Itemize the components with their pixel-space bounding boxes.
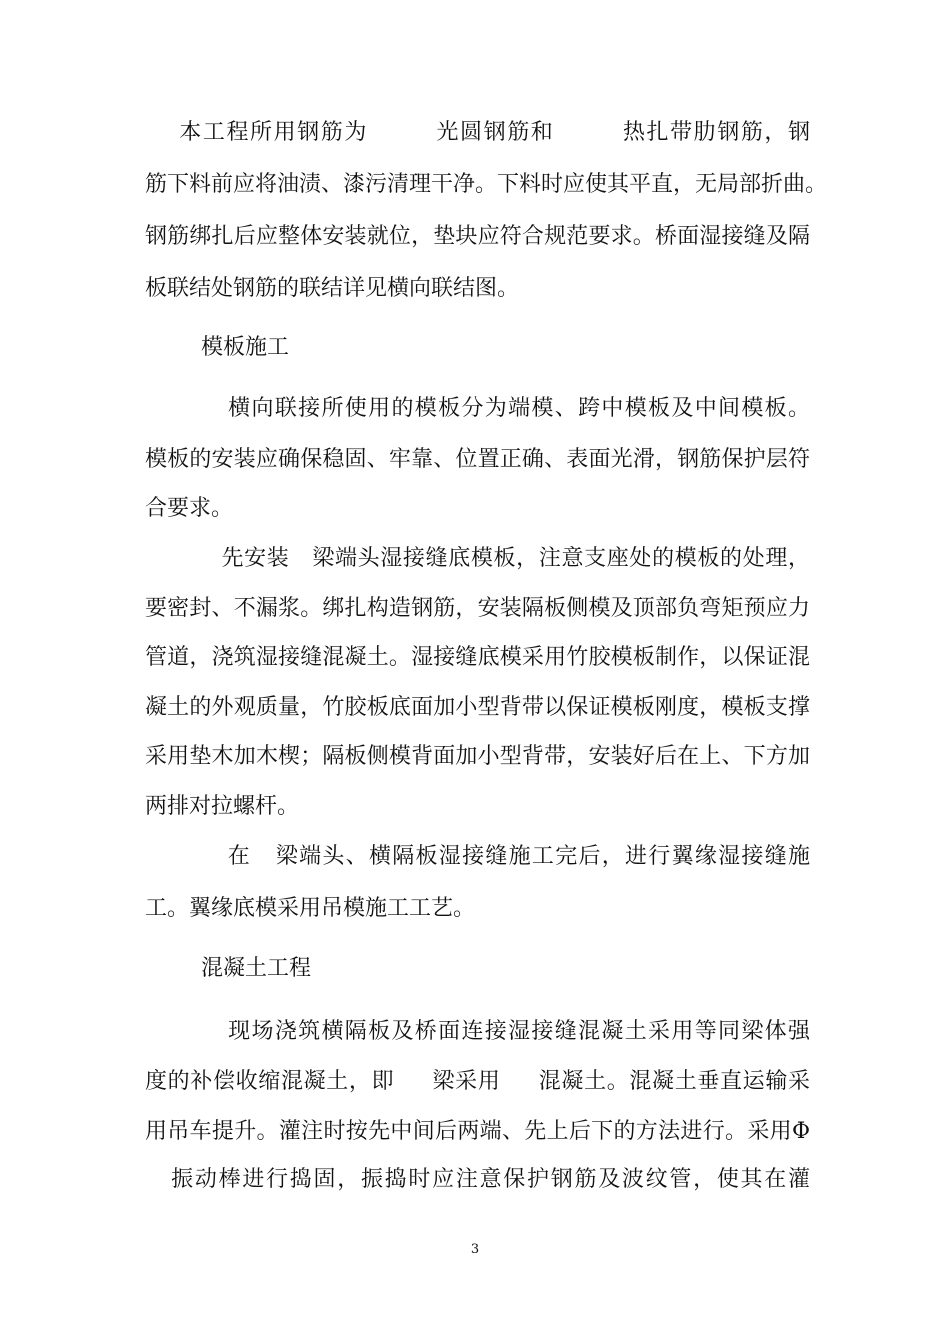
- paragraph-formwork-1-line-2: 模板的安装应确保稳固、牢靠、位置正确、表面光滑，钢筋保护层符: [145, 447, 810, 472]
- paragraph-formwork-2-line-2: 要密封、不漏浆。绑扎构造钢筋，安装隔板侧模及顶部负弯矩预应力: [145, 596, 810, 621]
- paragraph-concrete-line-4: 振动棒进行捣固，振捣时应注意保护钢筋及波纹管，使其在灌: [145, 1167, 810, 1192]
- paragraph-concrete-line-1: 现场浇筑横隔板及桥面连接湿接缝混凝土采用等同梁体强: [145, 1019, 810, 1044]
- page-number: 3: [470, 1242, 480, 1257]
- heading-formwork: 模板施工: [145, 335, 289, 360]
- paragraph-formwork-2-line-1: 先安装 梁端头湿接缝底模板，注意支座处的模板的处理，: [145, 546, 810, 571]
- paragraph-concrete-line-3: 用吊车提升。灌注时按先中间后两端、先上后下的方法进行。采用Φ: [145, 1119, 810, 1144]
- heading-concrete: 混凝土工程: [145, 956, 311, 981]
- paragraph-formwork-2-line-3: 管道，浇筑湿接缝混凝土。湿接缝底模采用竹胶模板制作，以保证混: [145, 645, 810, 670]
- paragraph-formwork-3-line-2: 工。翼缘底模采用吊模施工工艺。: [145, 896, 476, 921]
- paragraph-formwork-1-line-3: 合要求。: [145, 496, 234, 521]
- paragraph-rebar-line-3: 钢筋绑扎后应整体安装就位，垫块应符合规范要求。桥面湿接缝及隔: [145, 224, 810, 249]
- paragraph-formwork-2-line-4: 凝土的外观质量，竹胶板底面加小型背带以保证模板刚度，模板支撑: [145, 695, 810, 720]
- paragraph-formwork-3-line-1: 在 梁端头、横隔板湿接缝施工完后，进行翼缘湿接缝施: [145, 844, 810, 869]
- paragraph-concrete-line-2: 度的补偿收缩混凝土，即 梁采用 混凝土。混凝土垂直运输采: [145, 1069, 810, 1094]
- paragraph-formwork-2-line-6: 两排对拉螺杆。: [145, 794, 300, 819]
- paragraph-rebar-line-1: 本工程所用钢筋为 光圆钢筋和 热扎带肋钢筋，钢: [145, 120, 810, 145]
- paragraph-formwork-2-line-5: 采用垫木加木楔；隔板侧模背面加小型背带，安装好后在上、下方加: [145, 744, 810, 769]
- paragraph-rebar-line-4: 板联结处钢筋的联结详见横向联结图。: [145, 276, 520, 301]
- paragraph-rebar-line-2: 筋下料前应将油渍、漆污清理干净。下料时应使其平直，无局部折曲。: [145, 172, 828, 197]
- paragraph-formwork-1-line-1: 横向联接所使用的模板分为端模、跨中模板及中间模板。: [145, 396, 810, 421]
